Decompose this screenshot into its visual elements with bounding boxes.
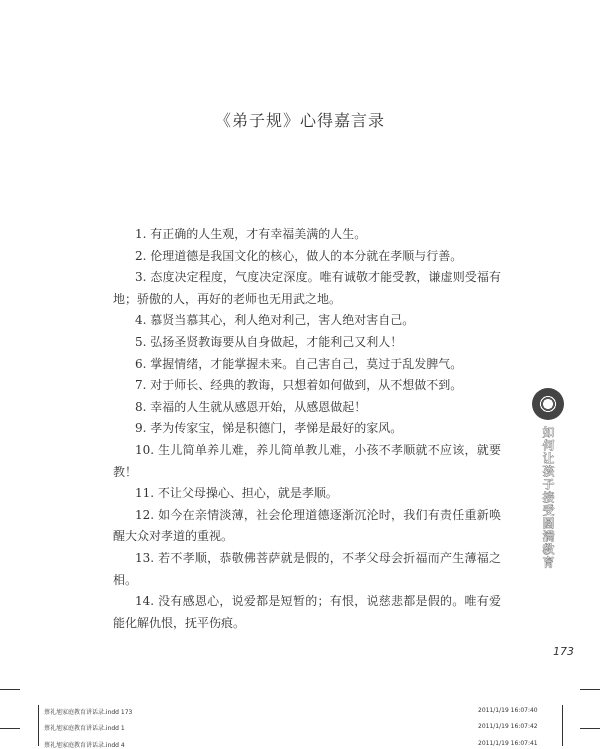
quote-item: 7. 对于师长、经典的教诲，只想着如何做到，从不想做不到。	[135, 378, 463, 393]
slug-date: 2011/1/19 16:07:42	[478, 723, 538, 730]
quote-item: 12. 如今在亲情淡薄，社会伦理道德逐渐沉沦时，我们有责任重新唤醒大众对孝道的重视。	[113, 507, 501, 544]
side-tab	[532, 388, 564, 623]
slug-file: 蔡礼旭家庭教育讲话录.indd 173	[44, 709, 133, 716]
crop-mark	[580, 728, 600, 729]
crop-mark	[562, 705, 563, 746]
quote-item: 14. 没有感恩心，说爱都是短暂的；有恨，说慈悲都是假的。唯有爱能化解仇恨，抚平伤痕。	[113, 594, 501, 630]
quote-item: 4. 慕贤当慕其心，利人绝对利己，害人绝对害自己。	[135, 313, 415, 328]
quote-item: 5. 弘扬圣贤教诲要从自身做起，才能利己又利人！	[135, 334, 403, 349]
crop-mark	[38, 705, 39, 746]
slug-file: 蔡礼旭家庭教育讲话录.indd 1	[44, 725, 125, 732]
crop-mark	[580, 689, 600, 690]
page-title: 《弟子规》心得嘉言录	[214, 111, 385, 130]
crop-mark	[0, 728, 20, 729]
flower-icon	[532, 388, 564, 420]
side-label: 如何让孩子接受圆满教育	[541, 426, 555, 569]
quote-item: 2. 伦理道德是我国文化的核心，做人的本分就在孝顺与行善。	[135, 248, 463, 263]
quote-item: 10. 生儿简单养儿难，养儿简单教儿难，小孩不孝顺就不应该，就要教！	[113, 442, 501, 479]
page-number: 173	[553, 645, 574, 658]
quote-item: 8. 幸福的人生就从感恩开始，从感恩做起！	[135, 399, 367, 414]
quote-list	[113, 224, 501, 634]
quote-item: 1. 有正确的人生观，才有幸福美满的人生。	[135, 227, 367, 241]
quote-item: 6. 掌握情绪，才能掌握未来。自己害自己，莫过于乱发脾气。	[135, 356, 463, 371]
quote-item: 11. 不让父母操心、担心，就是孝顺。	[135, 486, 338, 501]
slug-date: 2011/1/19 16:07:40	[478, 707, 538, 714]
quote-item: 9. 孝为传家宝，悌是积德门，孝悌是最好的家风。	[135, 421, 403, 436]
slug-file: 蔡礼旭家庭教育讲话录.indd 4	[44, 742, 125, 749]
slug-date: 2011/1/19 16:07:41	[478, 740, 538, 747]
crop-mark	[0, 689, 20, 690]
quote-item: 13. 若不孝顺，恭敬佛菩萨就是假的，不孝父母会折福而产生薄福之相。	[113, 550, 501, 587]
quote-item: 3. 态度决定程度，气度决定深度。唯有诚敬才能受教，谦虚则受福有地；骄傲的人，再好的老师也无用武之地。	[113, 270, 501, 306]
